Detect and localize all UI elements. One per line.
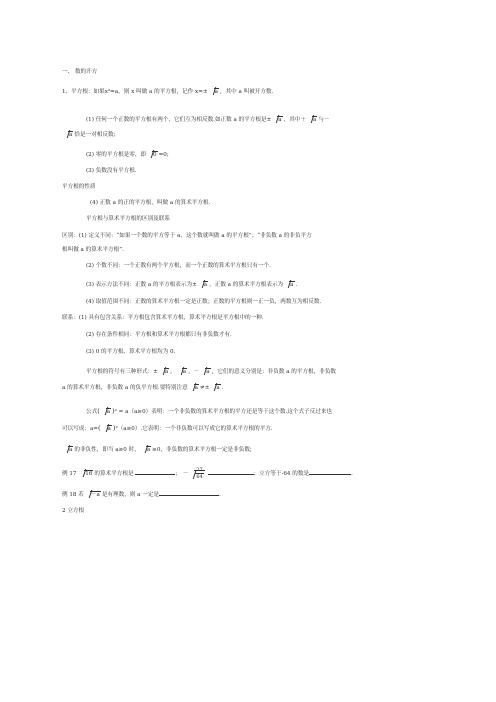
sqrt-a: a	[200, 368, 210, 376]
answer-blank-2[interactable]	[208, 474, 254, 475]
sqrt-a: a	[101, 408, 111, 416]
section-heading-1: 一、 数的开方	[62, 69, 98, 75]
para-link-2: (2) 存在条件相同：平方根和算术平方根都只有非负数才有.	[86, 332, 232, 338]
para-diff-4: (4) 取值范围不同：正数的算术平方根一定是正数；正数的平方根则一正一负，两数互为相反数.	[86, 299, 322, 305]
para-nonneg: a 的非负性，即当 a≥0 时， a ≥0，非负数的算术平方根一定是非负数;	[62, 446, 252, 454]
para-formula-2: 可以写成：a=( a )²（a≥0）.它表明：一个非负数可以写成它的算术平方根的平方.	[62, 424, 273, 432]
sqrt-fraction: $\frac{27}{64}$	[189, 467, 204, 480]
sqrt-a: a	[189, 384, 199, 392]
para-opposites: a 恰是一对相反数;	[62, 131, 115, 139]
sqrt-a: a	[63, 131, 73, 139]
para-symbol-forms: 平方根的符号有三种形式：± a ， a ，－ a ，它们的意义分别是：非负数 a 的平方根，非负数	[86, 369, 337, 375]
answer-blank-1[interactable]	[135, 474, 175, 475]
answer-blank-3[interactable]	[309, 474, 351, 475]
sqrt-a: a	[284, 281, 294, 289]
sqrt-a: a	[159, 368, 169, 376]
answer-blank-4[interactable]	[159, 495, 219, 496]
para-formula-1: 公式( a )² = a（a≥0）表明：一个非负数的算术平方根的平方还是等于这个数.这个式子反过来也	[86, 407, 333, 415]
heading-properties: 平方根的性质	[62, 184, 96, 190]
sqrt-a: a	[63, 446, 73, 454]
sqrt-a: a	[177, 368, 187, 376]
para-link-3: (3) 0 的平方根、算术平方根均为 0.	[86, 349, 176, 355]
sqrt-a: a	[209, 88, 219, 96]
para-positive-two-roots: (1) 任何一个正数的平方根有两个，它们互为相反数.如正数 a 的平方根是± a ，其中＋ a 与－	[86, 117, 330, 123]
sqrt-zero: 0	[147, 151, 158, 159]
example-17: 例 17 16 的算术平方根是 ； － $\frac{27}{64}$ ；立方等于-64 的数是 .	[62, 467, 353, 480]
heading-diff: 平方根与算术平方根的区别及联系	[86, 216, 170, 222]
para-diff-3: (3) 表示方法不同：正数 a 的平方根表示为± a ，正数 a 的算术平方根表示为 a .	[86, 282, 298, 288]
sqrt-a: a	[210, 384, 220, 392]
para-diff-2: (2) 个数不同：一个正数有两个平方根，而一个正数的算术平方根只有一个.	[86, 263, 271, 269]
para-symbol-note: a 的算术平方根，非负数 a 的负平方根.要特别注意 a ≠± a .	[62, 385, 224, 391]
para-zero-root: (2) 零的平方根是零，即 0 =0;	[86, 152, 169, 158]
para-arith-root: (4) 正数 a 的正的平方根，叫做 a 的算术平方根.	[90, 200, 211, 206]
para-diff-1: 区别：(1) 定义不同：“如果一个数的平方等于 a，这个数就叫做 a 的平方根”；“非负数 a 的非负平方	[62, 233, 312, 239]
sqrt-a: a	[141, 446, 151, 454]
sqrt-a: a	[272, 116, 282, 124]
sqrt-a: a	[307, 116, 317, 124]
para-diff-1b: 根叫做 a 的算术平方根”.	[62, 247, 124, 253]
para-link-1: 联系：(1) 具有包含关系：平方根包含算术平方根，算术平方根是平方根中的一种.	[62, 315, 264, 321]
sqrt-a: a	[102, 425, 112, 433]
para-negative-no-root: (3) 负数没有平方根.	[86, 168, 137, 174]
sqrt-sixteen: 16	[79, 470, 93, 478]
para-square-root-def: 1、平方根：如果x²=a，则 x 叫做 a 的平方根，记作 x=± a ，其中 a 叫被开方数.	[62, 89, 274, 95]
sqrt-a: a	[198, 281, 208, 289]
sqrt-neg-a: －a	[85, 491, 101, 499]
example-18: 例 18 若 －a 是有理数，则 a 一定是 .	[62, 492, 221, 498]
section-heading-2: 2 立方根	[62, 508, 85, 514]
